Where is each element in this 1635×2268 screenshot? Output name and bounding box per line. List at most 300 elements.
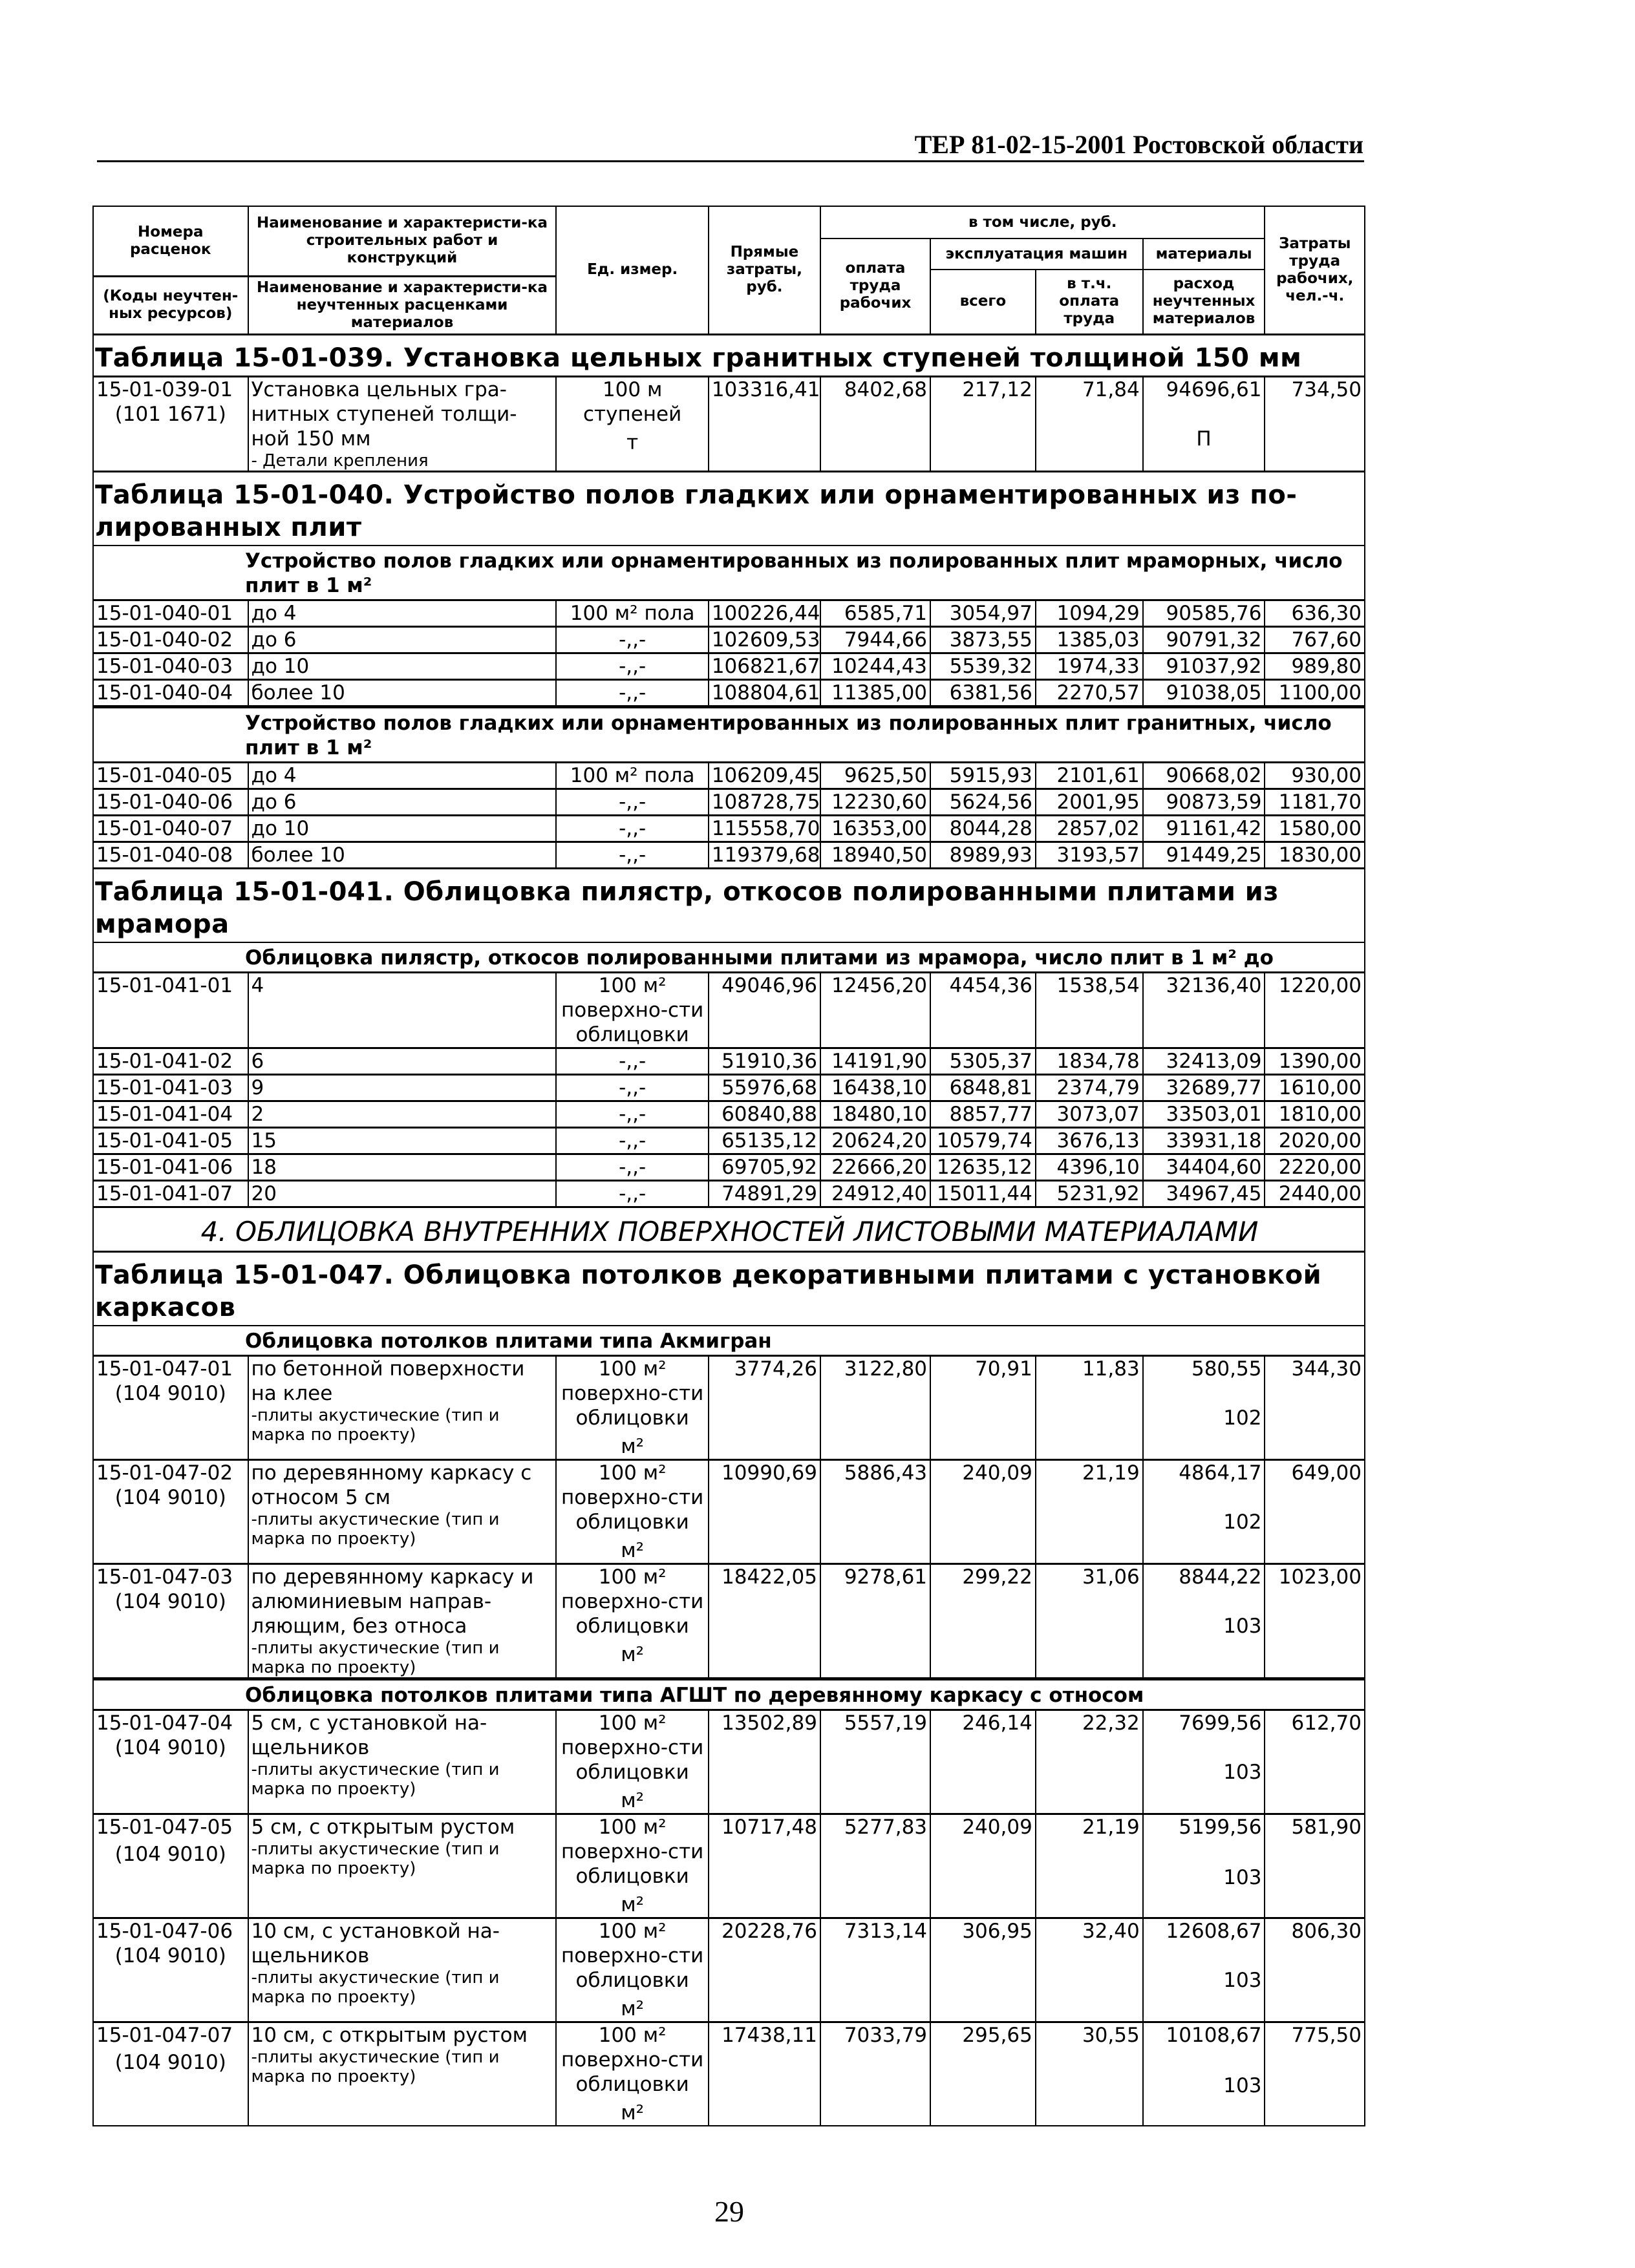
mat-value: 90873,59 <box>1166 790 1262 814</box>
mach-wages-cell <box>1036 1459 1143 1563</box>
work-name-cell <box>248 842 557 868</box>
mach-wages-cell <box>1036 789 1143 815</box>
resource-amount: П <box>1196 427 1212 450</box>
resource-code: (101 1671) <box>114 402 226 426</box>
labor-value: 1580,00 <box>1278 816 1362 840</box>
unit-cell <box>556 679 708 706</box>
unit: -,,- <box>619 843 647 867</box>
unit-cell <box>556 653 708 679</box>
table-row <box>93 1355 1365 1459</box>
table-row <box>93 1101 1365 1127</box>
mach-wages-value: 71,84 <box>1082 377 1140 401</box>
resource-code: (104 9010) <box>114 1589 226 1613</box>
labor-value: 1100,00 <box>1278 681 1362 705</box>
mach-wages-value: 1834,78 <box>1056 1049 1140 1073</box>
mach-wages-value: 2374,79 <box>1056 1076 1140 1099</box>
wages-cell <box>820 679 930 706</box>
mach-wages-cell <box>1036 2022 1143 2126</box>
rate-code: 15-01-041-03 <box>96 1076 233 1099</box>
direct-value: 18422,05 <box>721 1565 817 1589</box>
mach-cell <box>930 679 1036 706</box>
table-row <box>93 1180 1365 1207</box>
table-row <box>93 653 1365 679</box>
direct-cell <box>709 1814 820 1918</box>
rate-code-cell <box>93 1814 248 1918</box>
rate-code: 15-01-047-02 <box>96 1461 233 1485</box>
resource-name: -плиты акустические (тип и марка по проекту) <box>251 1967 500 2007</box>
table-row <box>93 1918 1365 2022</box>
work-name-cell <box>248 1814 557 1918</box>
work-name: до 6 <box>251 790 297 814</box>
resource-unit: м² <box>621 1538 645 1562</box>
direct-value: 65135,12 <box>721 1129 817 1152</box>
mach-wages-cell <box>1036 376 1143 471</box>
mach-cell <box>930 1154 1036 1180</box>
table-row <box>93 376 1365 471</box>
group-subtitle: Устройство полов гладких или орнаментированных из полированных плит гранитных, число плит в 1 м² <box>245 711 1332 759</box>
header-including: в том числе, руб. <box>820 206 1265 238</box>
mach-wages-cell <box>1036 1127 1143 1154</box>
wages-value: 6585,71 <box>844 601 928 625</box>
mach-value: 3054,97 <box>949 601 1032 625</box>
labor-cell <box>1265 789 1365 815</box>
header-machines: эксплуатация машин <box>930 238 1143 270</box>
rate-code: 15-01-041-01 <box>96 973 233 997</box>
mach-wages-value: 21,19 <box>1082 1815 1140 1839</box>
mat-value: 10108,67 <box>1166 2023 1262 2047</box>
direct-cell <box>709 1101 820 1127</box>
direct-cell <box>709 2022 820 2126</box>
direct-value: 55976,68 <box>721 1076 817 1099</box>
labor-cell <box>1265 1355 1365 1459</box>
resource-amount: 103 <box>1223 1865 1262 1889</box>
mat-cell <box>1143 1180 1265 1207</box>
rate-code-cell <box>93 679 248 706</box>
rate-code: 15-01-040-08 <box>96 843 233 867</box>
wages-value: 7033,79 <box>844 2023 928 2047</box>
unit-cell <box>556 376 708 471</box>
rate-code: 15-01-040-06 <box>96 790 233 814</box>
rate-code-cell <box>93 600 248 626</box>
mach-cell <box>930 1355 1036 1459</box>
header-code-top: Номера расценок <box>93 206 248 276</box>
mach-value: 8857,77 <box>949 1102 1032 1126</box>
mach-value: 3873,55 <box>949 628 1032 652</box>
direct-cell <box>709 1459 820 1563</box>
labor-cell <box>1265 1074 1365 1101</box>
labor-cell <box>1265 1180 1365 1207</box>
table-row <box>93 1459 1365 1563</box>
header-code-bottom: (Коды неучтен-ных ресурсов) <box>93 276 248 334</box>
wages-cell <box>820 1459 930 1563</box>
work-name-cell <box>248 1127 557 1154</box>
mat-value: 32136,40 <box>1166 973 1262 997</box>
labor-value: 649,00 <box>1291 1461 1362 1485</box>
unit: -,,- <box>619 1076 647 1099</box>
unit-cell <box>556 972 708 1048</box>
mach-value: 246,14 <box>962 1711 1032 1735</box>
mach-value: 240,09 <box>962 1461 1032 1485</box>
mach-cell <box>930 1814 1036 1918</box>
wages-value: 12230,60 <box>831 790 928 814</box>
labor-cell <box>1265 600 1365 626</box>
work-name-cell <box>248 762 557 789</box>
wages-cell <box>820 1355 930 1459</box>
wages-value: 5277,83 <box>844 1815 928 1839</box>
header-wages: оплата труда рабочих <box>820 238 930 334</box>
labor-value: 806,30 <box>1291 1919 1362 1943</box>
work-name-cell <box>248 1101 557 1127</box>
mach-value: 12635,12 <box>936 1155 1032 1179</box>
direct-value: 60840,88 <box>721 1102 817 1126</box>
wages-cell <box>820 1918 930 2022</box>
mach-wages-value: 1094,29 <box>1056 601 1140 625</box>
work-name: 15 <box>251 1129 277 1152</box>
mach-wages-cell <box>1036 679 1143 706</box>
wages-cell <box>820 653 930 679</box>
table-row <box>93 679 1365 706</box>
unit-cell <box>556 1074 708 1101</box>
table-row <box>93 1127 1365 1154</box>
mach-wages-cell <box>1036 600 1143 626</box>
mach-cell <box>930 1127 1036 1154</box>
group-subtitle-row <box>93 708 1365 763</box>
work-name: до 10 <box>251 654 310 678</box>
wages-cell <box>820 626 930 653</box>
rate-code: 15-01-039-01 <box>96 377 233 401</box>
rate-code: 15-01-041-07 <box>96 1182 233 1205</box>
header-unit: Ед. измер. <box>556 206 708 334</box>
wages-value: 22666,20 <box>831 1155 928 1179</box>
mat-value: 34967,45 <box>1166 1182 1262 1205</box>
rate-code-cell <box>93 1127 248 1154</box>
table-body <box>93 334 1365 2126</box>
direct-value: 20228,76 <box>721 1919 817 1943</box>
group-subtitle-row <box>93 1680 1365 1710</box>
resource-unit: м² <box>621 1788 645 1812</box>
unit-cell <box>556 2022 708 2126</box>
resource-unit: м² <box>621 1892 645 1916</box>
mach-value: 299,22 <box>962 1565 1032 1589</box>
wages-value: 3122,80 <box>844 1357 928 1381</box>
wages-value: 16353,00 <box>831 816 928 840</box>
mach-wages-cell <box>1036 1814 1143 1918</box>
header-materials: материалы <box>1143 238 1265 270</box>
labor-cell <box>1265 2022 1365 2126</box>
direct-value: 10990,69 <box>721 1461 817 1485</box>
labor-value: 2440,00 <box>1278 1182 1362 1205</box>
mach-value: 5915,93 <box>949 763 1032 787</box>
mat-cell <box>1143 2022 1265 2126</box>
unit-cell <box>556 1918 708 2022</box>
mach-cell <box>930 1101 1036 1127</box>
unit-cell <box>556 1154 708 1180</box>
direct-value: 106209,45 <box>711 763 820 787</box>
wages-cell <box>820 1814 930 1918</box>
group-subtitle-row <box>93 942 1365 973</box>
table-row <box>93 1154 1365 1180</box>
unit-cell <box>556 1710 708 1814</box>
labor-cell <box>1265 815 1365 842</box>
labor-value: 612,70 <box>1291 1711 1362 1735</box>
direct-value: 13502,89 <box>721 1711 817 1735</box>
work-name-cell <box>248 1459 557 1563</box>
unit-cell <box>556 1180 708 1207</box>
labor-value: 1390,00 <box>1278 1049 1362 1073</box>
mach-wages-cell <box>1036 1918 1143 2022</box>
work-name-cell <box>248 653 557 679</box>
mat-value: 91161,42 <box>1166 816 1262 840</box>
mat-value: 34404,60 <box>1166 1155 1262 1179</box>
mach-wages-value: 31,06 <box>1082 1565 1140 1589</box>
mat-cell <box>1143 1355 1265 1459</box>
mach-wages-value: 1974,33 <box>1056 654 1140 678</box>
wages-value: 10244,43 <box>831 654 928 678</box>
wages-cell <box>820 762 930 789</box>
direct-value: 17438,11 <box>721 2023 817 2047</box>
labor-value: 1181,70 <box>1278 790 1362 814</box>
work-name-cell <box>248 789 557 815</box>
labor-cell <box>1265 1127 1365 1154</box>
direct-value: 115558,70 <box>711 816 820 840</box>
work-name: 20 <box>251 1182 277 1205</box>
mat-value: 33503,01 <box>1166 1102 1262 1126</box>
labor-cell <box>1265 376 1365 471</box>
mat-value: 91037,92 <box>1166 654 1262 678</box>
resource-name: -плиты акустические (тип и марка по проекту) <box>251 1839 500 1878</box>
mach-cell <box>930 1074 1036 1101</box>
work-name: 10 см, с установкой на-щельников <box>251 1919 500 1967</box>
direct-cell <box>709 600 820 626</box>
mach-cell <box>930 2022 1036 2126</box>
mach-wages-cell <box>1036 1101 1143 1127</box>
mat-value: 8844,22 <box>1179 1565 1262 1589</box>
labor-value: 734,50 <box>1291 377 1362 401</box>
mat-value: 12608,67 <box>1166 1919 1262 1943</box>
resource-code: (104 9010) <box>114 2050 226 2074</box>
direct-cell <box>709 653 820 679</box>
direct-value: 3774,26 <box>734 1357 817 1381</box>
direct-cell <box>709 789 820 815</box>
direct-cell <box>709 972 820 1048</box>
mat-cell <box>1143 600 1265 626</box>
mach-wages-value: 2857,02 <box>1056 816 1140 840</box>
resource-amount: 103 <box>1223 1968 1262 1992</box>
mat-value: 91038,05 <box>1166 681 1262 705</box>
page-number: 29 <box>714 2195 744 2228</box>
mach-wages-cell <box>1036 815 1143 842</box>
table-row <box>93 1814 1365 1918</box>
rate-code: 15-01-041-05 <box>96 1129 233 1152</box>
mat-cell <box>1143 1563 1265 1678</box>
direct-value: 10717,48 <box>721 1815 817 1839</box>
table-row <box>93 762 1365 789</box>
work-name: 6 <box>251 1049 264 1073</box>
wages-cell <box>820 789 930 815</box>
rate-code: 15-01-047-04 <box>96 1711 233 1735</box>
direct-cell <box>709 1918 820 2022</box>
mach-wages-cell <box>1036 1048 1143 1074</box>
group-subtitle-row <box>93 1326 1365 1356</box>
resource-unit: м² <box>621 2101 645 2125</box>
direct-value: 74891,29 <box>721 1182 817 1205</box>
rate-code: 15-01-047-05 <box>96 1815 233 1839</box>
labor-cell <box>1265 1048 1365 1074</box>
unit: -,,- <box>619 681 647 705</box>
work-name-cell <box>248 600 557 626</box>
mach-wages-cell <box>1036 653 1143 679</box>
wages-value: 7313,14 <box>844 1919 928 1943</box>
direct-cell <box>709 1355 820 1459</box>
table-row <box>93 789 1365 815</box>
tbl-title: Таблица 15-01-039. Установка цельных гранитных ступеней толщиной 150 мм <box>95 343 1302 373</box>
unit-cell <box>556 1048 708 1074</box>
resource-code: (104 9010) <box>114 1944 226 1967</box>
work-name-cell <box>248 1710 557 1814</box>
labor-cell <box>1265 679 1365 706</box>
table-row <box>93 1048 1365 1074</box>
resource-name: -плиты акустические (тип и марка по проекту) <box>251 1638 500 1677</box>
mat-value: 90585,76 <box>1166 601 1262 625</box>
mat-cell <box>1143 1918 1265 2022</box>
mat-cell <box>1143 1074 1265 1101</box>
rate-code-cell <box>93 1918 248 2022</box>
unit-cell <box>556 1127 708 1154</box>
wages-value: 12456,20 <box>831 973 928 997</box>
direct-cell <box>709 1074 820 1101</box>
rate-code: 15-01-047-07 <box>96 2023 233 2047</box>
wages-cell <box>820 600 930 626</box>
labor-value: 775,50 <box>1291 2023 1362 2047</box>
table-row <box>93 626 1365 653</box>
resource-amount: 102 <box>1223 1510 1262 1534</box>
resource-unit: т <box>626 430 639 454</box>
mach-wages-cell <box>1036 1154 1143 1180</box>
work-name: до 4 <box>251 763 297 787</box>
mach-wages-cell <box>1036 842 1143 868</box>
work-name: 10 см, с открытым рустом <box>251 2023 528 2047</box>
mach-value: 4454,36 <box>949 973 1032 997</box>
rate-code-cell <box>93 626 248 653</box>
unit-cell <box>556 815 708 842</box>
labor-value: 344,30 <box>1291 1357 1362 1381</box>
rate-code-cell <box>93 1355 248 1459</box>
section-title: 4. ОБЛИЦОВКА ВНУТРЕННИХ ПОВЕРХНОСТЕЙ ЛИСТОВЫМИ МАТЕРИАЛАМИ <box>200 1215 1259 1247</box>
labor-cell <box>1265 1154 1365 1180</box>
labor-cell <box>1265 762 1365 789</box>
mat-cell <box>1143 1101 1265 1127</box>
direct-cell <box>709 1710 820 1814</box>
group-subtitle: Облицовка потолков плитами типа Акмигран <box>245 1329 772 1353</box>
mat-value: 580,55 <box>1191 1357 1262 1381</box>
work-name-cell <box>248 1048 557 1074</box>
labor-value: 1810,00 <box>1278 1102 1362 1126</box>
rate-code-cell <box>93 762 248 789</box>
wages-value: 14191,90 <box>831 1049 928 1073</box>
direct-value: 108728,75 <box>711 790 820 814</box>
unit: 100 м² поверхно-сти облицовки <box>561 1815 704 1888</box>
tbl-title: Таблица 15-01-041. Облицовка пилястр, откосов полированными плитами из мрамора <box>95 876 1279 939</box>
work-name: 2 <box>251 1102 264 1126</box>
direct-cell <box>709 1180 820 1207</box>
resource-amount: 102 <box>1223 1406 1262 1430</box>
wages-value: 8402,68 <box>844 377 928 401</box>
unit: 100 м² поверхно-сти облицовки <box>561 973 704 1046</box>
mat-cell <box>1143 679 1265 706</box>
mach-wages-value: 21,19 <box>1082 1461 1140 1485</box>
table-row <box>93 1074 1365 1101</box>
mach-wages-value: 32,40 <box>1082 1919 1140 1943</box>
rate-code-cell <box>93 815 248 842</box>
header-name-bottom: Наименование и характеристи-ка неучтенных расценками материалов <box>248 276 557 334</box>
unit: -,,- <box>619 816 647 840</box>
mach-wages-cell <box>1036 972 1143 1048</box>
mat-value: 32413,09 <box>1166 1049 1262 1073</box>
mat-value: 7699,56 <box>1179 1711 1262 1735</box>
rate-code: 15-01-040-07 <box>96 816 233 840</box>
unit-cell <box>556 626 708 653</box>
labor-cell <box>1265 972 1365 1048</box>
mat-value: 33931,18 <box>1166 1129 1262 1152</box>
header-direct-costs: Прямые затраты, руб. <box>709 206 820 334</box>
unit: 100 м² поверхно-сти облицовки <box>561 1711 704 1784</box>
wages-value: 24912,40 <box>831 1182 928 1205</box>
direct-value: 103316,41 <box>711 377 820 401</box>
labor-cell <box>1265 1459 1365 1563</box>
mach-wages-cell <box>1036 1710 1143 1814</box>
mach-wages-cell <box>1036 1180 1143 1207</box>
mach-cell <box>930 789 1036 815</box>
mach-wages-value: 1385,03 <box>1056 628 1140 652</box>
rate-code: 15-01-040-01 <box>96 601 233 625</box>
mat-value: 90668,02 <box>1166 763 1262 787</box>
wages-value: 18480,10 <box>831 1102 928 1126</box>
table-row <box>93 815 1365 842</box>
mach-value: 306,95 <box>962 1919 1032 1943</box>
wages-cell <box>820 376 930 471</box>
rate-code: 15-01-047-01 <box>96 1357 233 1381</box>
wages-value: 9278,61 <box>844 1565 928 1589</box>
mach-wages-value: 11,83 <box>1082 1357 1140 1381</box>
mach-value: 5624,56 <box>949 790 1032 814</box>
direct-cell <box>709 626 820 653</box>
header-mat-unaccounted: расход неучтенных материалов <box>1143 270 1265 334</box>
mat-cell <box>1143 789 1265 815</box>
work-name: по деревянному каркасу с относом 5 см <box>251 1461 532 1509</box>
mat-value: 91449,25 <box>1166 843 1262 867</box>
rate-code: 15-01-041-06 <box>96 1155 233 1179</box>
mat-cell <box>1143 1459 1265 1563</box>
mach-value: 10579,74 <box>936 1129 1032 1152</box>
mach-wages-cell <box>1036 1355 1143 1459</box>
work-name: 4 <box>251 973 264 997</box>
table-title-row <box>93 868 1365 942</box>
resource-amount: 103 <box>1223 2073 1262 2097</box>
direct-cell <box>709 679 820 706</box>
work-name: 5 см, с открытым рустом <box>251 1815 515 1839</box>
work-name-cell <box>248 1180 557 1207</box>
labor-value: 1610,00 <box>1278 1076 1362 1099</box>
work-name-cell <box>248 1154 557 1180</box>
work-name: до 10 <box>251 816 310 840</box>
mach-wages-value: 30,55 <box>1082 2023 1140 2047</box>
mach-wages-value: 3193,57 <box>1056 843 1140 867</box>
unit-cell <box>556 789 708 815</box>
wages-cell <box>820 1048 930 1074</box>
direct-cell <box>709 762 820 789</box>
rate-code-cell <box>93 842 248 868</box>
rate-code: 15-01-047-06 <box>96 1919 233 1943</box>
